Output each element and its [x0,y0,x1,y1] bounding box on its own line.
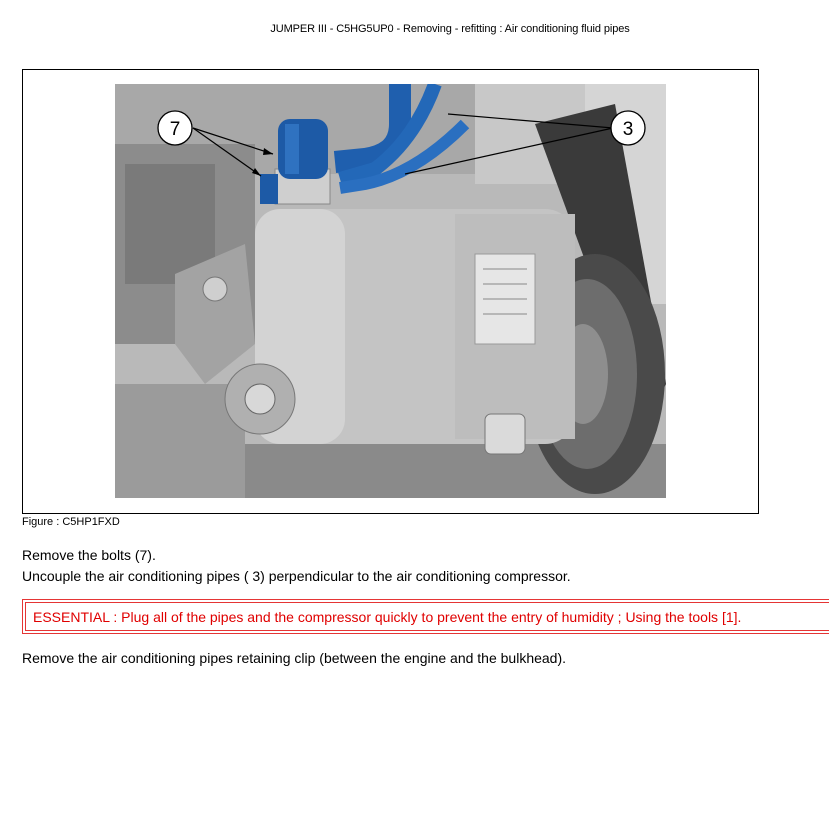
essential-notice [22,599,829,634]
compressor-photo [115,84,666,498]
step-uncouple-pipes: Uncouple the air conditioning pipes ( 3) perpendicular to the air conditioning compressor. [22,568,571,584]
callout-7: 7 [169,119,181,140]
step-remove-clip: Remove the air conditioning pipes retaining clip (between the engine and the bulkhead). [22,650,567,666]
figure-caption: Figure : C5HP1FXD [22,516,120,528]
essential-text: ESSENTIAL : Plug all of the pipes and the compressor quickly to prevent the entry of humidity ; Using the tools [1]. [25,602,829,631]
document-header: JUMPER III - C5HG5UP0 - Removing - refitting : Air conditioning fluid pipes [270,23,630,35]
figure-frame [22,69,759,514]
callout-3: 3 [622,119,634,140]
step-remove-bolts: Remove the bolts (7). [22,547,156,563]
